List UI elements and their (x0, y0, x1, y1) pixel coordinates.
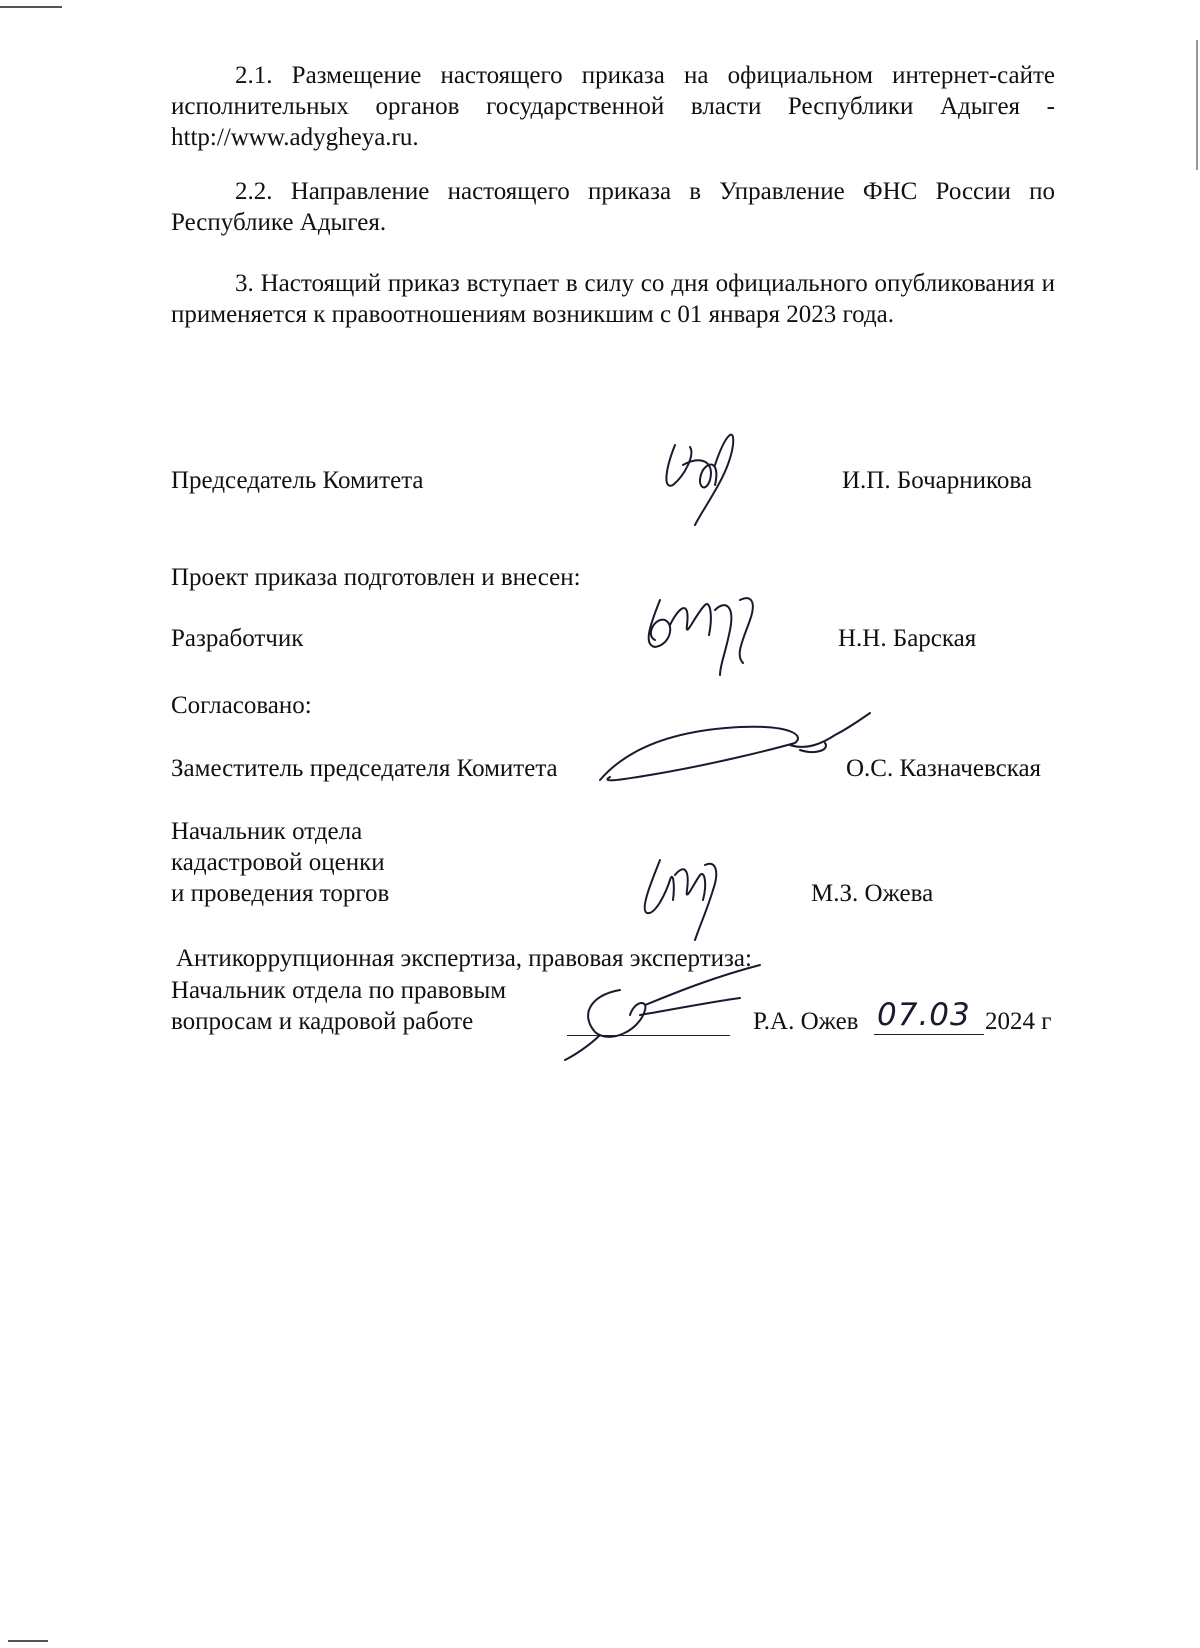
chairman-name: И.П. Бочарникова (842, 467, 1032, 494)
cadastral-head-name: М.З. Ожева (811, 880, 934, 907)
expertise-heading: Антикоррупционная экспертиза, правовая экспертиза: (176, 945, 752, 972)
chairman-position: Председатель Комитета (171, 467, 424, 494)
deputy-position: Заместитель председателя Комитета (171, 755, 558, 782)
developer-position: Разработчик (171, 625, 304, 652)
prepared-by-heading: Проект приказа подготовлен и внесен: (171, 564, 581, 591)
legal-head-name: Р.А. Ожев (753, 1008, 859, 1035)
cadastral-position-line1: Начальник отдела (171, 818, 363, 845)
cadastral-position-line2: кадастровой оценки (171, 849, 385, 876)
paragraph-2-2: 2.2. Направление настоящего приказа в Управление ФНС России по Республике Адыгея. (171, 178, 1055, 236)
paragraph-2-1: 2.1. Размещение настоящего приказа на официальном интернет-сайте исполнительных органов государственной власти Республики Адыгея - http://www.adygheya.ru. (171, 62, 1055, 151)
paragraph-3: 3. Настоящий приказ вступает в силу со дня официального опубликования и применяется к правоотношениям возникшим с 01 января 2023 года. (171, 270, 1055, 328)
developer-name: Н.Н. Барская (838, 625, 977, 652)
cadastral-head-signature (635, 845, 730, 945)
developer-signature (625, 585, 775, 680)
legal-head-signature (560, 960, 780, 1060)
year-suffix: 2024 г (985, 1008, 1052, 1035)
legal-position-line2: вопросам и кадровой работе (171, 1008, 474, 1035)
scan-artifact (8, 1640, 48, 1642)
agreed-heading: Согласовано: (171, 692, 312, 719)
scan-artifact (1196, 40, 1198, 170)
cadastral-position-line3: и проведения торгов (171, 880, 390, 907)
handwritten-date: 07.03 (877, 997, 971, 1033)
chairman-signature (655, 425, 755, 535)
deputy-name: О.С. Казначевская (846, 755, 1042, 782)
deputy-signature (590, 705, 880, 795)
date-underline (874, 1034, 984, 1035)
legal-position-line1: Начальник отдела по правовым (171, 977, 507, 1004)
scan-artifact (0, 6, 62, 8)
